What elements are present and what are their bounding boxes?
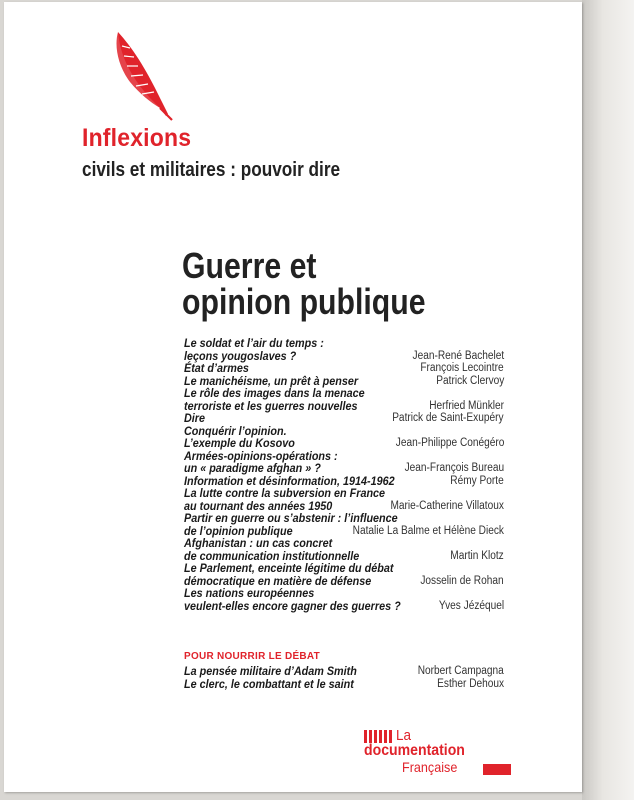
toc-entry-title: Les nations européennes (184, 586, 315, 600)
toc-entry-title: leçons yougoslaves ? (184, 348, 297, 363)
toc-entry-title: Conquérir l’opinion. (184, 423, 287, 438)
issue-title-line: Guerre et (182, 245, 317, 286)
toc-entry-author: François Lecointre (420, 362, 504, 374)
toc-entry (184, 487, 504, 512)
toc-entry-title: au tournant des années 1950 (184, 498, 333, 513)
toc-entry-title: L’exemple du Kosovo (184, 436, 295, 450)
toc-entry (184, 512, 504, 537)
toc-entry-author: Rémy Porte (450, 474, 504, 487)
toc-entry (184, 425, 504, 450)
toc-entry-author: Jean-René Bachelet (412, 349, 504, 362)
toc-entry-author: Jean-Philippe Conégéro (395, 437, 504, 449)
toc-entry-title: de communication institutionnelle (184, 548, 360, 563)
toc-entry (184, 587, 504, 612)
toc-entry-title: Dire (184, 411, 206, 425)
toc-entry-title: État d’armes (184, 361, 249, 375)
toc-entry-author: Patrick Clervoy (435, 374, 504, 387)
toc-entry-title: Le rôle des images dans la menace (184, 386, 365, 400)
toc-entry-title: Le manichéisme, un prêt à penser (184, 373, 359, 388)
cover (4, 2, 582, 792)
toc-entry (184, 387, 504, 412)
toc-entry (184, 678, 504, 691)
toc-entry-title: Afghanistan : un cas concret (184, 536, 333, 550)
toc-entry-author: Marie-Catherine Villatoux (390, 499, 504, 512)
toc-entry-title: Le soldat et l’air du temps : (184, 336, 324, 350)
toc-entry-title: La pensée militaire d’Adam Smith (184, 664, 357, 678)
toc-entry-title: de l’opinion publique (184, 523, 293, 538)
toc-entry-author: Martin Klotz (450, 549, 504, 562)
toc-entry (184, 562, 504, 587)
toc-entry (184, 450, 504, 475)
page-edge (582, 0, 634, 800)
toc-entry-title: Le Parlement, enceinte légitime du débat (184, 561, 394, 575)
toc-entry-title: démocratique en matière de défense (184, 573, 372, 588)
toc-entry-author: Patrick de Saint-Exupéry (392, 412, 504, 424)
issue-title-line: opinion publique (182, 281, 426, 322)
toc-entry-title: terroriste et les guerres nouvelles (184, 398, 358, 413)
toc-entry-title: Information et désinformation, 1914-1962 (184, 473, 395, 488)
toc-entry (184, 537, 504, 562)
section-heading-debate: POUR NOURRIR LE DÉBAT (184, 650, 321, 662)
toc-entry-author: Norbert Campagna (417, 665, 504, 677)
publisher-logo (364, 728, 514, 780)
toc-entry-author: Josselin de Rohan (420, 574, 504, 587)
toc-entry-author: Herfried Münkler (429, 399, 504, 412)
table-of-contents (184, 337, 504, 612)
toc-entry-title: Partir en guerre ou s’abstenir : l’influence (184, 511, 398, 525)
toc-entry-author: Esther Dehoux (437, 677, 504, 690)
toc-entry (184, 337, 504, 362)
toc-entry-title: Armées-opinions-opérations : (184, 448, 338, 463)
toc-entry-title: veulent-elles encore gagner des guerres ? (184, 598, 401, 613)
toc-entry-author: Jean-François Bureau (404, 462, 504, 474)
publisher-name-line: La (396, 727, 412, 744)
toc-entry-author: Yves Jézéquel (438, 599, 504, 612)
toc-entry-title: La lutte contre la subversion en France (184, 486, 386, 500)
debate-contents (184, 665, 504, 690)
publisher-name-line: documentation (364, 742, 465, 759)
brand-name: Inflexions (82, 124, 192, 152)
publisher-red-block (483, 764, 511, 775)
toc-entry-title: un « paradigme afghan » ? (184, 461, 321, 475)
publisher-name-line: Française (402, 759, 458, 775)
feather-icon (110, 26, 176, 122)
toc-entry-title: Le clerc, le combattant et le saint (184, 676, 354, 691)
issue-title (182, 245, 426, 322)
brand-tagline: civils et militaires : pouvoir dire (82, 159, 341, 181)
toc-entry-author: Natalie La Balme et Hélène Dieck (352, 524, 504, 537)
